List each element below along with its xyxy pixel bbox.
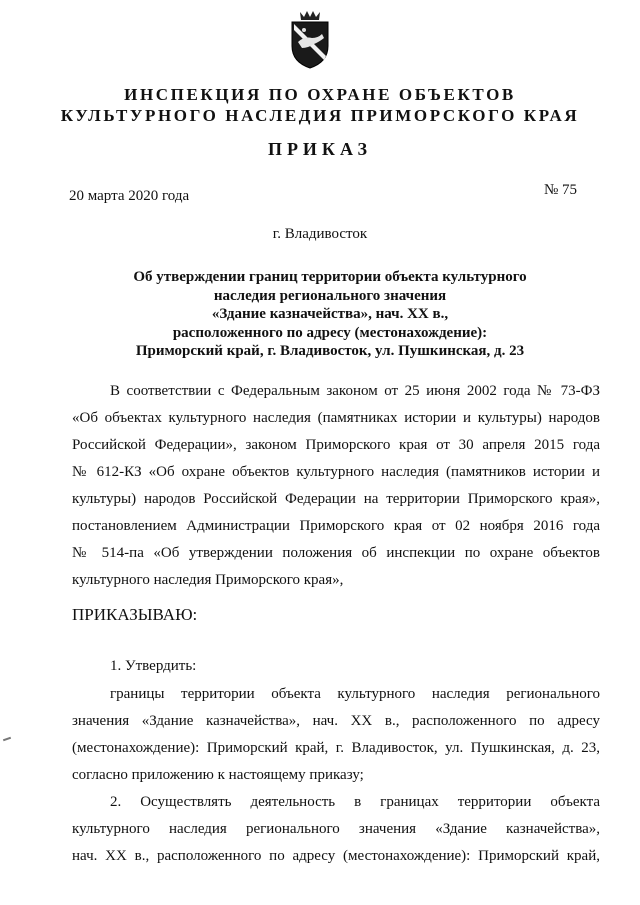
item-2-line: нач. XX в., расположенного по адресу (местонахождение): Приморский край, [72,848,600,864]
item-1-line: (местонахождение): Приморский край, г. Владивосток, ул. Пушкинская, д. 23, [72,740,600,756]
order-subject [120,268,540,361]
subject-line: наследия регионального значения [213,287,447,304]
document-type-title: ПРИКАЗ [267,139,373,159]
subject-line: расположенного по адресу (местонахождение): [172,324,488,341]
item-1-heading: 1. Утвердить: [110,658,197,674]
preamble-line: культуры) народов Российской Федерации на территории Приморского края», [72,491,600,507]
item-1-line: значения «Здание казначейства», нач. XX в., расположенного по адресу [72,713,600,729]
coat-of-arms-icon [286,8,334,72]
preamble-line: «Об объектах культурного наследия (памятниках истории и культуры) народов [72,410,600,426]
item-2-line: культурного наследия регионального значения «Здание казначейства», [72,821,600,837]
item-1-line: границы территории объекта культурного наследия регионального [110,686,600,702]
item-1-line: согласно приложению к настоящему приказу; [72,767,364,783]
preamble-line: В соответствии с Федеральным законом от 25 июня 2002 года № 73-ФЗ [110,383,600,399]
order-directive: ПРИКАЗЫВАЮ: [72,605,198,624]
order-date: 20 марта 2020 года [69,188,190,204]
order-number: № 75 [543,182,577,198]
org-name-line-2: КУЛЬТУРНОГО НАСЛЕДИЯ ПРИМОРСКОГО КРАЯ [60,106,580,125]
subject-line: Приморский край, г. Владивосток, ул. Пушкинская, д. 23 [135,343,525,359]
preamble-line: Российской Федерации», законом Приморского края от 30 апреля 2015 года [72,437,600,453]
item-2-line: 2. Осуществлять деятельность в границах территории объекта [110,794,600,810]
scan-mark [3,737,11,742]
preamble-line: № 612-КЗ «Об охране объектов культурного наследия (памятников истории и [72,464,600,480]
subject-line: «Здание казначейства», нач. XX в., [211,306,449,322]
preamble-line: постановлением Администрации Приморского края от 02 ноября 2016 года [72,518,600,534]
preamble-line: культурного наследия Приморского края», [72,572,344,588]
order-city: г. Владивосток [272,226,368,242]
org-name-line-1: ИНСПЕКЦИЯ ПО ОХРАНЕ ОБЪЕКТОВ [124,85,516,104]
subject-line: Об утверждении границ территории объекта культурного [133,269,527,285]
preamble-line: № 514-па «Об утверждении положения об инспекции по охране объектов [72,545,600,561]
